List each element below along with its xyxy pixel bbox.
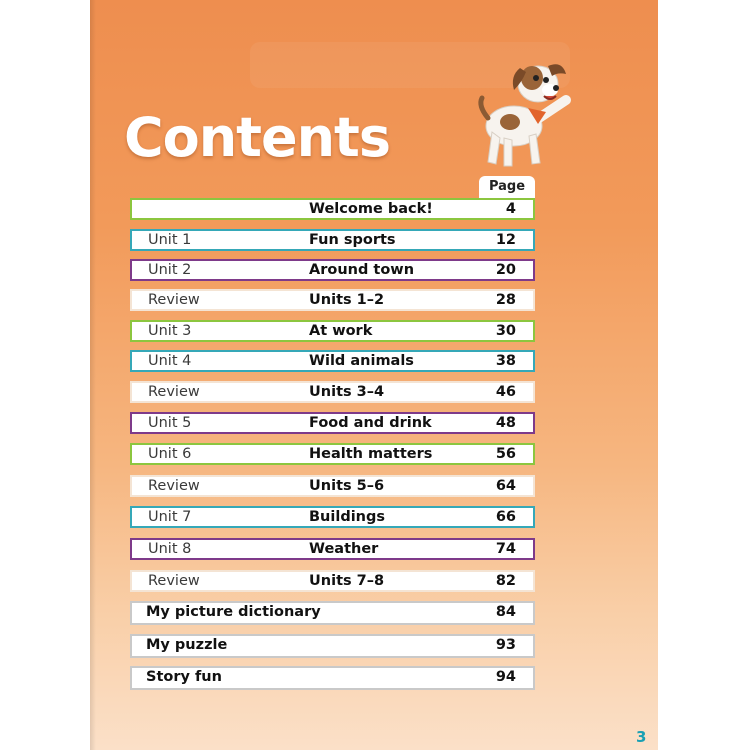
- contents-row: [130, 381, 535, 403]
- page-title: Contents: [124, 106, 391, 169]
- row-topic: My puzzle: [146, 637, 228, 653]
- row-page: 46: [495, 384, 516, 400]
- row-page: 74: [495, 541, 516, 557]
- row-topic: Story fun: [146, 669, 222, 685]
- row-page: 12: [495, 232, 516, 248]
- row-unit: Unit 3: [148, 323, 192, 339]
- row-topic: Fun sports: [309, 232, 396, 248]
- row-page: 66: [495, 509, 516, 525]
- row-unit: Review: [148, 478, 200, 494]
- row-page: 56: [495, 446, 516, 462]
- contents-row: [130, 570, 535, 592]
- row-topic: Weather: [309, 541, 379, 557]
- contents-row: [130, 412, 535, 434]
- row-unit: Unit 1: [148, 232, 192, 248]
- row-topic: Units 1–2: [309, 292, 385, 308]
- contents-row: [130, 506, 535, 528]
- row-unit: Unit 6: [148, 446, 192, 462]
- contents-row: [130, 198, 535, 220]
- row-page: 4: [505, 201, 516, 217]
- row-unit: Unit 4: [148, 353, 192, 369]
- row-unit: Review: [148, 573, 200, 589]
- dog-illustration: [474, 46, 584, 170]
- contents-row: [130, 350, 535, 372]
- contents-row: [130, 259, 535, 281]
- row-unit: Review: [148, 384, 200, 400]
- contents-row: [130, 634, 535, 658]
- book-page: [90, 0, 658, 750]
- row-unit: Unit 5: [148, 415, 192, 431]
- row-topic: Around town: [309, 262, 415, 278]
- row-unit: Unit 8: [148, 541, 192, 557]
- row-unit: Unit 7: [148, 509, 192, 525]
- row-topic: Units 5–6: [309, 478, 385, 494]
- row-page: 93: [495, 637, 516, 653]
- row-unit: Unit 2: [148, 262, 192, 278]
- row-page: 20: [495, 262, 516, 278]
- contents-row: [130, 289, 535, 311]
- contents-row: [130, 443, 535, 465]
- contents-row: [130, 601, 535, 625]
- row-topic: Units 3–4: [309, 384, 385, 400]
- row-topic: Welcome back!: [309, 201, 433, 217]
- row-page: 94: [495, 669, 516, 685]
- row-page: 48: [495, 415, 516, 431]
- row-topic: Units 7–8: [309, 573, 385, 589]
- row-topic: Health matters: [309, 446, 433, 462]
- row-page: 30: [495, 323, 516, 339]
- row-page: 28: [495, 292, 516, 308]
- row-topic: Food and drink: [309, 415, 432, 431]
- page-number: 3: [636, 728, 647, 746]
- row-topic: At work: [309, 323, 373, 339]
- row-topic: Buildings: [309, 509, 385, 525]
- contents-row: [130, 320, 535, 342]
- contents-row: [130, 475, 535, 497]
- row-topic: My picture dictionary: [146, 604, 321, 620]
- page-column-header: Page: [479, 176, 535, 198]
- contents-row: [130, 229, 535, 251]
- row-page: 38: [495, 353, 516, 369]
- row-unit: Review: [148, 292, 200, 308]
- row-topic: Wild animals: [309, 353, 414, 369]
- row-page: 64: [495, 478, 516, 494]
- page-fold-shadow: [90, 0, 96, 750]
- contents-row: [130, 666, 535, 690]
- row-page: 84: [495, 604, 516, 620]
- contents-row: [130, 538, 535, 560]
- row-page: 82: [495, 573, 516, 589]
